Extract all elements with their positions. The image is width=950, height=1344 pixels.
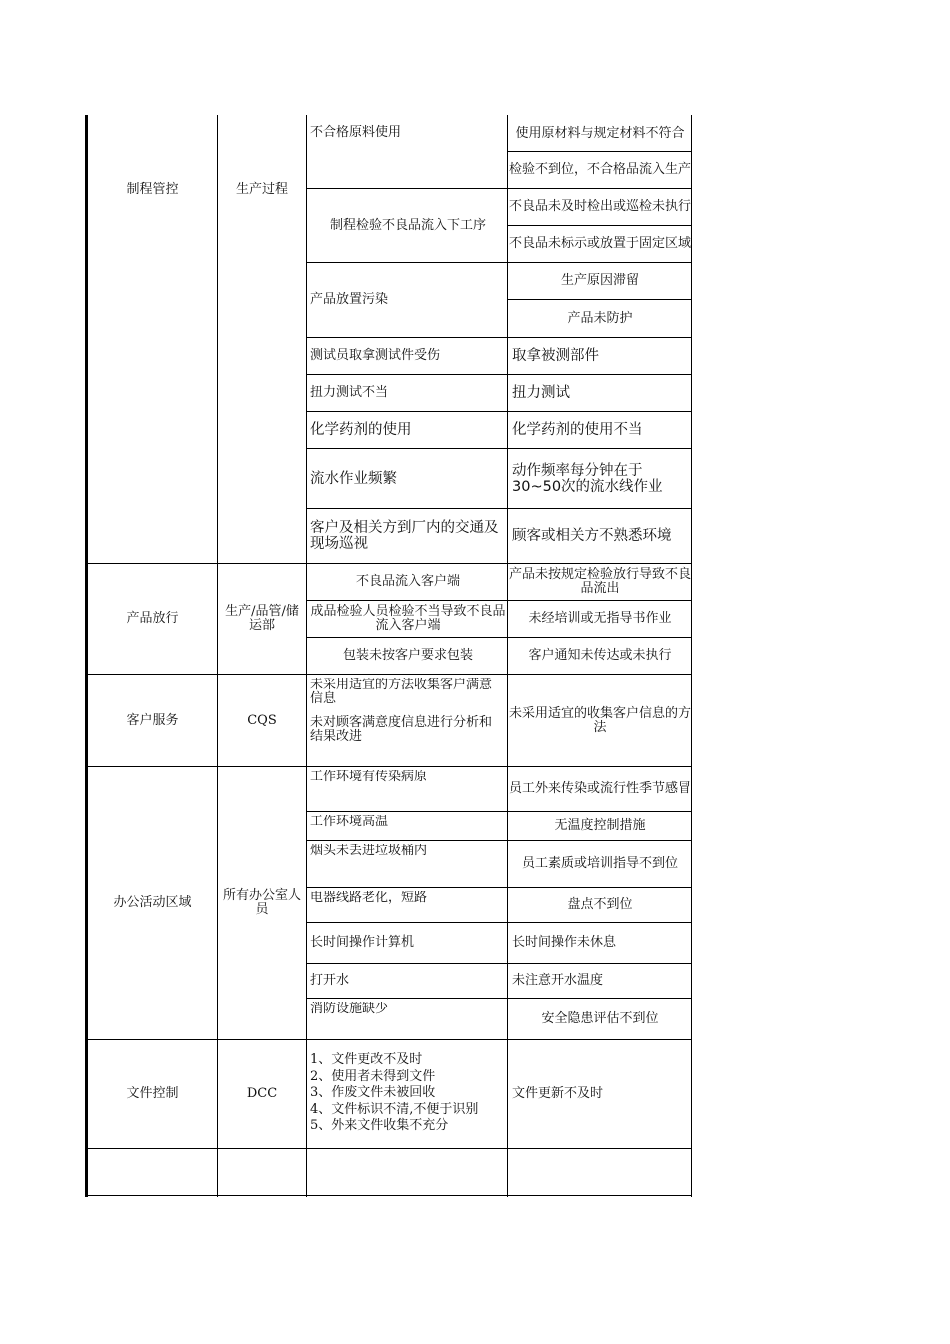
hazard-cell: 制程检验不良品流入下工序: [329, 217, 486, 233]
cause-cell: 产品未按规定检验放行导致不良品流出: [509, 567, 691, 596]
hazard-cell: 测试员取拿测试件受伤: [310, 348, 441, 363]
cause-cell: 客户通知未传达或未执行: [528, 648, 672, 663]
hazard-line: 4、文件标识不清,不便于识别: [310, 1101, 479, 1117]
cause-cell: 盘点不到位: [567, 897, 633, 912]
hazard-cell: [310, 678, 504, 764]
cause-cell: 化学药剂的使用不当: [512, 422, 643, 438]
cause-cell: 未经培训或无指导书作业: [528, 611, 672, 626]
cause-cell: 取拿被测部件: [512, 348, 599, 364]
department-cell: CQS: [247, 712, 277, 728]
hazard-cell: 烟头未丢进垃圾桶内: [310, 844, 428, 858]
department-cell: 生产过程: [235, 182, 288, 197]
hazard-cell: 流水作业频繁: [310, 470, 397, 487]
hazard-line: 5、外来文件收集不充分: [310, 1118, 449, 1133]
hazard-cell: 工作环境有传染病原: [310, 770, 428, 784]
cause-cell: 动作频率每分钟在于30~50次的流水线作业: [512, 462, 663, 495]
column-divider: [306, 115, 307, 1197]
cause-cell: 产品未防护: [567, 310, 633, 326]
cause-cell: 未采用适宜的收集客户信息的方法: [509, 705, 691, 735]
column-divider: [507, 115, 508, 1197]
hazard-line: 2、使用者未得到文件: [310, 1068, 436, 1084]
hazard-cell: 扭力测试不当: [310, 385, 389, 400]
cause-cell: 生产原因滞留: [560, 273, 639, 288]
hazard-line: 3、作废文件未被回收: [310, 1085, 436, 1100]
hazard-cell: 打开水: [310, 973, 350, 988]
cause-cell: 不良品未及时检出或巡检未执行: [509, 199, 691, 214]
hazard-cell: [310, 1052, 506, 1146]
department-cell: DCC: [246, 1086, 278, 1101]
hazard-cell: 不合格原料使用: [310, 125, 402, 140]
hazard-cell: 客户及相关方到厂内的交通及现场巡视: [310, 520, 499, 552]
cause-cell: 安全隐患评估不到位: [541, 1011, 659, 1026]
hazard-cell: 产品放置污染: [310, 292, 389, 307]
cause-cell: 员工素质或培训指导不到位: [521, 856, 678, 871]
cause-cell: 检验不到位，不合格品流入生产: [509, 162, 691, 177]
hazard-cell: 成品检验人员检验不当导致不良品流入客户端: [310, 604, 506, 633]
hazard-cell: 包装未按客户要求包装: [342, 648, 473, 663]
cause-cell: 文件更新不及时: [512, 1086, 604, 1101]
hazard-cell: 长时间操作计算机: [310, 935, 415, 950]
process-cell: 制程管控: [126, 182, 179, 197]
hazard-cell: 化学药剂的使用: [310, 422, 412, 438]
hazard-line: 1、文件更改不及时: [310, 1052, 423, 1067]
hazard-line: 未采用适宜的方法收集客户满意信息: [310, 678, 493, 706]
process-cell: 产品放行: [126, 611, 179, 626]
cause-cell: 顾客或相关方不熟悉环境: [512, 528, 672, 544]
table-border-bottom: [85, 1195, 692, 1196]
hazard-cell: 电器线路老化，短路: [310, 891, 428, 905]
table-border-right: [691, 115, 692, 1197]
process-cell: 办公活动区域: [113, 895, 192, 910]
hazard-cell: 不良品流入客户端: [355, 574, 460, 589]
cause-cell: 不良品未标示或放置于固定区域: [509, 236, 691, 251]
cause-cell: 员工外来传染或流行性季节感冒: [509, 781, 691, 796]
cause-cell: 扭力测试: [512, 385, 570, 401]
cause-cell: 无温度控制措施: [554, 818, 646, 833]
cause-cell: 长时间操作未休息: [512, 935, 617, 950]
cause-cell: 使用原材料与规定材料不符合: [515, 125, 685, 141]
hazard-cell: 工作环境高温: [310, 815, 389, 829]
column-divider: [217, 115, 218, 1197]
department-cell: 生产/品管/储运部: [225, 604, 299, 633]
hazard-cell: 消防设施缺少: [310, 1002, 389, 1016]
process-cell: 文件控制: [126, 1086, 179, 1101]
empty-row: [88, 1149, 691, 1195]
department-cell: 所有办公室人员: [222, 888, 301, 917]
process-cell: 客户服务: [126, 712, 179, 728]
hazard-line: 未对顾客满意度信息进行分析和结果改进: [310, 715, 493, 744]
cause-cell: 未注意开水温度: [512, 973, 604, 988]
